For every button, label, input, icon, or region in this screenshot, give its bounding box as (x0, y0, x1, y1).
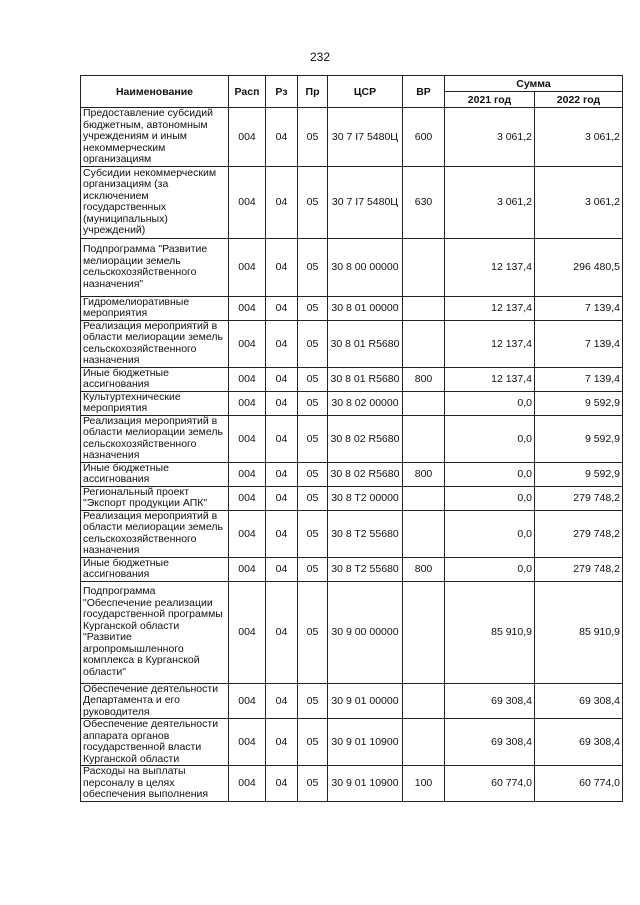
cell-name: Культуртехнические мероприятия (81, 391, 229, 415)
cell-2022: 296 480,5 (535, 238, 623, 296)
cell-name: Расходы на выплаты персоналу в целях обеспечения выполнения (81, 766, 229, 802)
cell-rasp: 004 (229, 238, 266, 296)
table-row (81, 581, 623, 683)
table-row (81, 108, 623, 167)
cell-name: Иные бюджетные ассигнования (81, 557, 229, 581)
budget-table (80, 75, 623, 802)
cell-2022: 9 592,9 (535, 415, 623, 462)
cell-name: Гидромелиоративные мероприятия (81, 296, 229, 320)
cell-rz: 04 (266, 320, 298, 367)
cell-2022: 279 748,2 (535, 557, 623, 581)
cell-2021: 12 137,4 (445, 367, 535, 391)
cell-csr: 30 9 01 10900 (328, 719, 403, 766)
cell-csr: 30 8 01 00000 (328, 296, 403, 320)
cell-vr (403, 683, 445, 719)
cell-2022: 9 592,9 (535, 391, 623, 415)
cell-rasp: 004 (229, 462, 266, 486)
table-row (81, 557, 623, 581)
cell-csr: 30 9 01 00000 (328, 683, 403, 719)
table-row (81, 766, 623, 802)
cell-2021: 0,0 (445, 557, 535, 581)
table-row (81, 415, 623, 462)
table-row (81, 391, 623, 415)
header-name: Наименование (81, 76, 229, 108)
cell-2021: 69 308,4 (445, 719, 535, 766)
table-row (81, 367, 623, 391)
cell-csr: 30 8 01 R5680 (328, 320, 403, 367)
cell-vr: 800 (403, 462, 445, 486)
cell-2022: 7 139,4 (535, 296, 623, 320)
cell-2021: 0,0 (445, 510, 535, 557)
cell-rasp: 004 (229, 296, 266, 320)
cell-pr: 05 (298, 683, 328, 719)
table-row (81, 166, 623, 238)
header-vr: ВР (403, 76, 445, 108)
cell-csr: 30 7 I7 5480Ц (328, 166, 403, 238)
cell-csr: 30 8 02 R5680 (328, 462, 403, 486)
cell-csr: 30 8 02 R5680 (328, 415, 403, 462)
cell-vr (403, 415, 445, 462)
cell-rasp: 004 (229, 391, 266, 415)
cell-pr: 05 (298, 238, 328, 296)
cell-csr: 30 8 00 00000 (328, 238, 403, 296)
cell-2022: 279 748,2 (535, 486, 623, 510)
header-2021: 2021 год (445, 92, 535, 108)
cell-name: Обеспечение деятельности Департамента и его руководителя (81, 683, 229, 719)
cell-csr: 30 9 01 10900 (328, 766, 403, 802)
cell-pr: 05 (298, 766, 328, 802)
page-number: 232 (309, 50, 331, 64)
table-row (81, 510, 623, 557)
cell-2022: 7 139,4 (535, 367, 623, 391)
cell-2021: 0,0 (445, 391, 535, 415)
cell-name: Реализация мероприятий в области мелиорации земель сельскохозяйственного назначения (81, 320, 229, 367)
cell-rz: 04 (266, 581, 298, 683)
cell-2022: 69 308,4 (535, 683, 623, 719)
cell-name: Реализация мероприятий в области мелиорации земель сельскохозяйственного назначения (81, 510, 229, 557)
cell-rz: 04 (266, 766, 298, 802)
cell-rz: 04 (266, 557, 298, 581)
cell-vr (403, 486, 445, 510)
cell-rz: 04 (266, 415, 298, 462)
cell-csr: 30 8 T2 00000 (328, 486, 403, 510)
cell-rasp: 004 (229, 766, 266, 802)
cell-vr: 600 (403, 108, 445, 167)
cell-name: Предоставление субсидий бюджетным, автономным учреждениям и иным некоммерческим организациям (81, 108, 229, 167)
cell-rasp: 004 (229, 719, 266, 766)
header-rasp: Расп (229, 76, 266, 108)
cell-csr: 30 8 T2 55680 (328, 510, 403, 557)
header-sum: Сумма (445, 76, 623, 92)
table-row (81, 462, 623, 486)
header-2022: 2022 год (535, 92, 623, 108)
cell-rz: 04 (266, 486, 298, 510)
cell-name: Региональный проект "Экспорт продукции АПК" (81, 486, 229, 510)
cell-2021: 0,0 (445, 415, 535, 462)
cell-csr: 30 8 01 R5680 (328, 367, 403, 391)
table-header (81, 76, 623, 108)
cell-pr: 05 (298, 296, 328, 320)
cell-2022: 60 774,0 (535, 766, 623, 802)
table-row (81, 719, 623, 766)
cell-rz: 04 (266, 296, 298, 320)
cell-2022: 69 308,4 (535, 719, 623, 766)
cell-2021: 0,0 (445, 486, 535, 510)
cell-vr: 800 (403, 557, 445, 581)
cell-name: Иные бюджетные ассигнования (81, 367, 229, 391)
cell-pr: 05 (298, 391, 328, 415)
cell-vr (403, 581, 445, 683)
cell-rz: 04 (266, 367, 298, 391)
cell-pr: 05 (298, 719, 328, 766)
cell-rasp: 004 (229, 557, 266, 581)
cell-vr (403, 238, 445, 296)
cell-pr: 05 (298, 367, 328, 391)
cell-vr (403, 391, 445, 415)
cell-csr: 30 8 T2 55680 (328, 557, 403, 581)
cell-rz: 04 (266, 462, 298, 486)
cell-2021: 3 061,2 (445, 166, 535, 238)
cell-name: Реализация мероприятий в области мелиорации земель сельскохозяйственного назначения (81, 415, 229, 462)
cell-pr: 05 (298, 415, 328, 462)
header-pr: Пр (298, 76, 328, 108)
cell-vr: 100 (403, 766, 445, 802)
cell-2022: 279 748,2 (535, 510, 623, 557)
cell-2022: 7 139,4 (535, 320, 623, 367)
cell-rasp: 004 (229, 581, 266, 683)
cell-pr: 05 (298, 510, 328, 557)
cell-pr: 05 (298, 166, 328, 238)
table-row (81, 296, 623, 320)
cell-vr (403, 296, 445, 320)
cell-2021: 85 910,9 (445, 581, 535, 683)
cell-2021: 3 061,2 (445, 108, 535, 167)
cell-csr: 30 9 00 00000 (328, 581, 403, 683)
cell-csr: 30 8 02 00000 (328, 391, 403, 415)
cell-name: Подпрограмма "Обеспечение реализации государственной программы Курганской области "Развитие агропромышленного комплекса в Курганской области" (81, 581, 229, 683)
cell-rz: 04 (266, 238, 298, 296)
cell-2022: 3 061,2 (535, 166, 623, 238)
table-row (81, 486, 623, 510)
cell-rasp: 004 (229, 166, 266, 238)
cell-pr: 05 (298, 581, 328, 683)
cell-rasp: 004 (229, 367, 266, 391)
cell-name: Иные бюджетные ассигнования (81, 462, 229, 486)
table-row (81, 320, 623, 367)
cell-2021: 0,0 (445, 462, 535, 486)
cell-vr: 630 (403, 166, 445, 238)
cell-rz: 04 (266, 510, 298, 557)
cell-pr: 05 (298, 462, 328, 486)
cell-pr: 05 (298, 320, 328, 367)
cell-pr: 05 (298, 557, 328, 581)
cell-rz: 04 (266, 108, 298, 167)
table-row (81, 683, 623, 719)
cell-rasp: 004 (229, 320, 266, 367)
cell-2022: 85 910,9 (535, 581, 623, 683)
cell-name: Субсидии некоммерческим организациям (за исключением государственных (муниципальных) учреждений) (81, 166, 229, 238)
cell-2021: 12 137,4 (445, 238, 535, 296)
cell-rasp: 004 (229, 683, 266, 719)
cell-2021: 60 774,0 (445, 766, 535, 802)
header-csr: ЦСР (328, 76, 403, 108)
cell-rasp: 004 (229, 415, 266, 462)
cell-rz: 04 (266, 391, 298, 415)
cell-rz: 04 (266, 683, 298, 719)
cell-2021: 69 308,4 (445, 683, 535, 719)
cell-name: Обеспечение деятельности аппарата органов государственной власти Курганской области (81, 719, 229, 766)
cell-pr: 05 (298, 108, 328, 167)
cell-rasp: 004 (229, 510, 266, 557)
cell-vr: 800 (403, 367, 445, 391)
cell-name: Подпрограмма "Развитие мелиорации земель сельскохозяйственного назначения" (81, 238, 229, 296)
table-row (81, 238, 623, 296)
table-body (81, 108, 623, 802)
cell-rz: 04 (266, 166, 298, 238)
cell-rasp: 004 (229, 486, 266, 510)
cell-vr (403, 510, 445, 557)
cell-pr: 05 (298, 486, 328, 510)
cell-2021: 12 137,4 (445, 296, 535, 320)
header-rz: Рз (266, 76, 298, 108)
cell-2021: 12 137,4 (445, 320, 535, 367)
cell-vr (403, 320, 445, 367)
cell-csr: 30 7 I7 5480Ц (328, 108, 403, 167)
cell-vr (403, 719, 445, 766)
cell-rz: 04 (266, 719, 298, 766)
cell-2022: 9 592,9 (535, 462, 623, 486)
cell-rasp: 004 (229, 108, 266, 167)
cell-2022: 3 061,2 (535, 108, 623, 167)
